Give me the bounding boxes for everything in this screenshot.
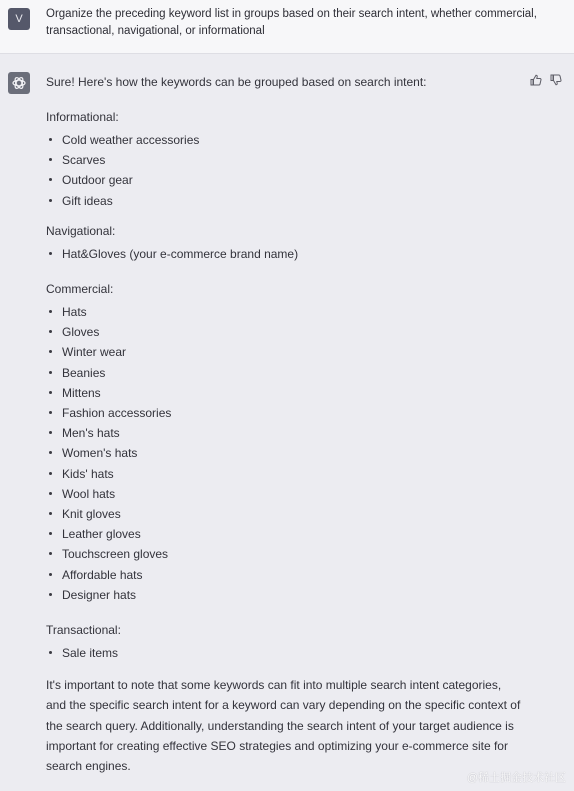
- list-item: Gloves: [46, 322, 526, 342]
- keyword-list: [46, 244, 526, 264]
- list-item: Fashion accessories: [46, 403, 526, 423]
- list-item: Wool hats: [46, 484, 526, 504]
- feedback-controls: [530, 74, 562, 86]
- group-commercial: [46, 280, 526, 605]
- list-item: Kids' hats: [46, 464, 526, 484]
- list-item: Women's hats: [46, 443, 526, 463]
- group-title: Informational:: [46, 110, 119, 124]
- group-transactional: [46, 621, 526, 663]
- list-item: Gift ideas: [46, 191, 526, 211]
- group-title: Navigational:: [46, 223, 116, 238]
- keyword-list: [46, 302, 526, 605]
- list-item: Beanies: [46, 363, 526, 383]
- list-item: Affordable hats: [46, 565, 526, 585]
- thumbs-up-icon[interactable]: [530, 74, 542, 86]
- list-item: Designer hats: [46, 585, 526, 605]
- list-item: Sale items: [46, 643, 526, 663]
- user-prompt-text: Organize the preceding keyword list in groups based on their search intent, whether commercial, transactional, navigational, or informational: [46, 8, 537, 37]
- response-intro: Sure! Here's how the keywords can be grouped based on search intent:: [46, 75, 427, 89]
- list-item: Scarves: [46, 150, 526, 170]
- assistant-response: [46, 73, 526, 776]
- user-avatar: V: [8, 8, 30, 30]
- list-item: Mittens: [46, 383, 526, 403]
- list-item: Cold weather accessories: [46, 130, 526, 150]
- group-informational: [46, 108, 526, 211]
- keyword-list: [46, 130, 526, 211]
- list-item: Knit gloves: [46, 504, 526, 524]
- group-title: Transactional:: [46, 623, 121, 638]
- group-title: Commercial:: [46, 282, 114, 297]
- openai-logo-icon: [8, 72, 30, 94]
- list-item: Winter wear: [46, 342, 526, 362]
- list-item: Outdoor gear: [46, 170, 526, 190]
- list-item: Touchscreen gloves: [46, 544, 526, 564]
- list-item: Hat&Gloves (your e-commerce brand name): [46, 244, 526, 264]
- group-navigational: [46, 222, 526, 264]
- list-item: Men's hats: [46, 423, 526, 443]
- watermark: @稀土掘金技术社区: [466, 772, 566, 784]
- list-item: Leather gloves: [46, 524, 526, 544]
- user-message: [0, 0, 574, 54]
- thumbs-down-icon[interactable]: [550, 74, 562, 86]
- assistant-message: [0, 55, 574, 791]
- list-item: Hats: [46, 302, 526, 322]
- keyword-list: [46, 643, 526, 663]
- response-closing: It's important to note that some keywords can fit into multiple search intent categories, and the specific search intent for a keyword can vary depending on the specific context of the search query. Additionally, understanding the search intent of your target audience is important for creating effective SEO strategies and optimizing your e-commerce site for search engines.: [46, 678, 521, 774]
